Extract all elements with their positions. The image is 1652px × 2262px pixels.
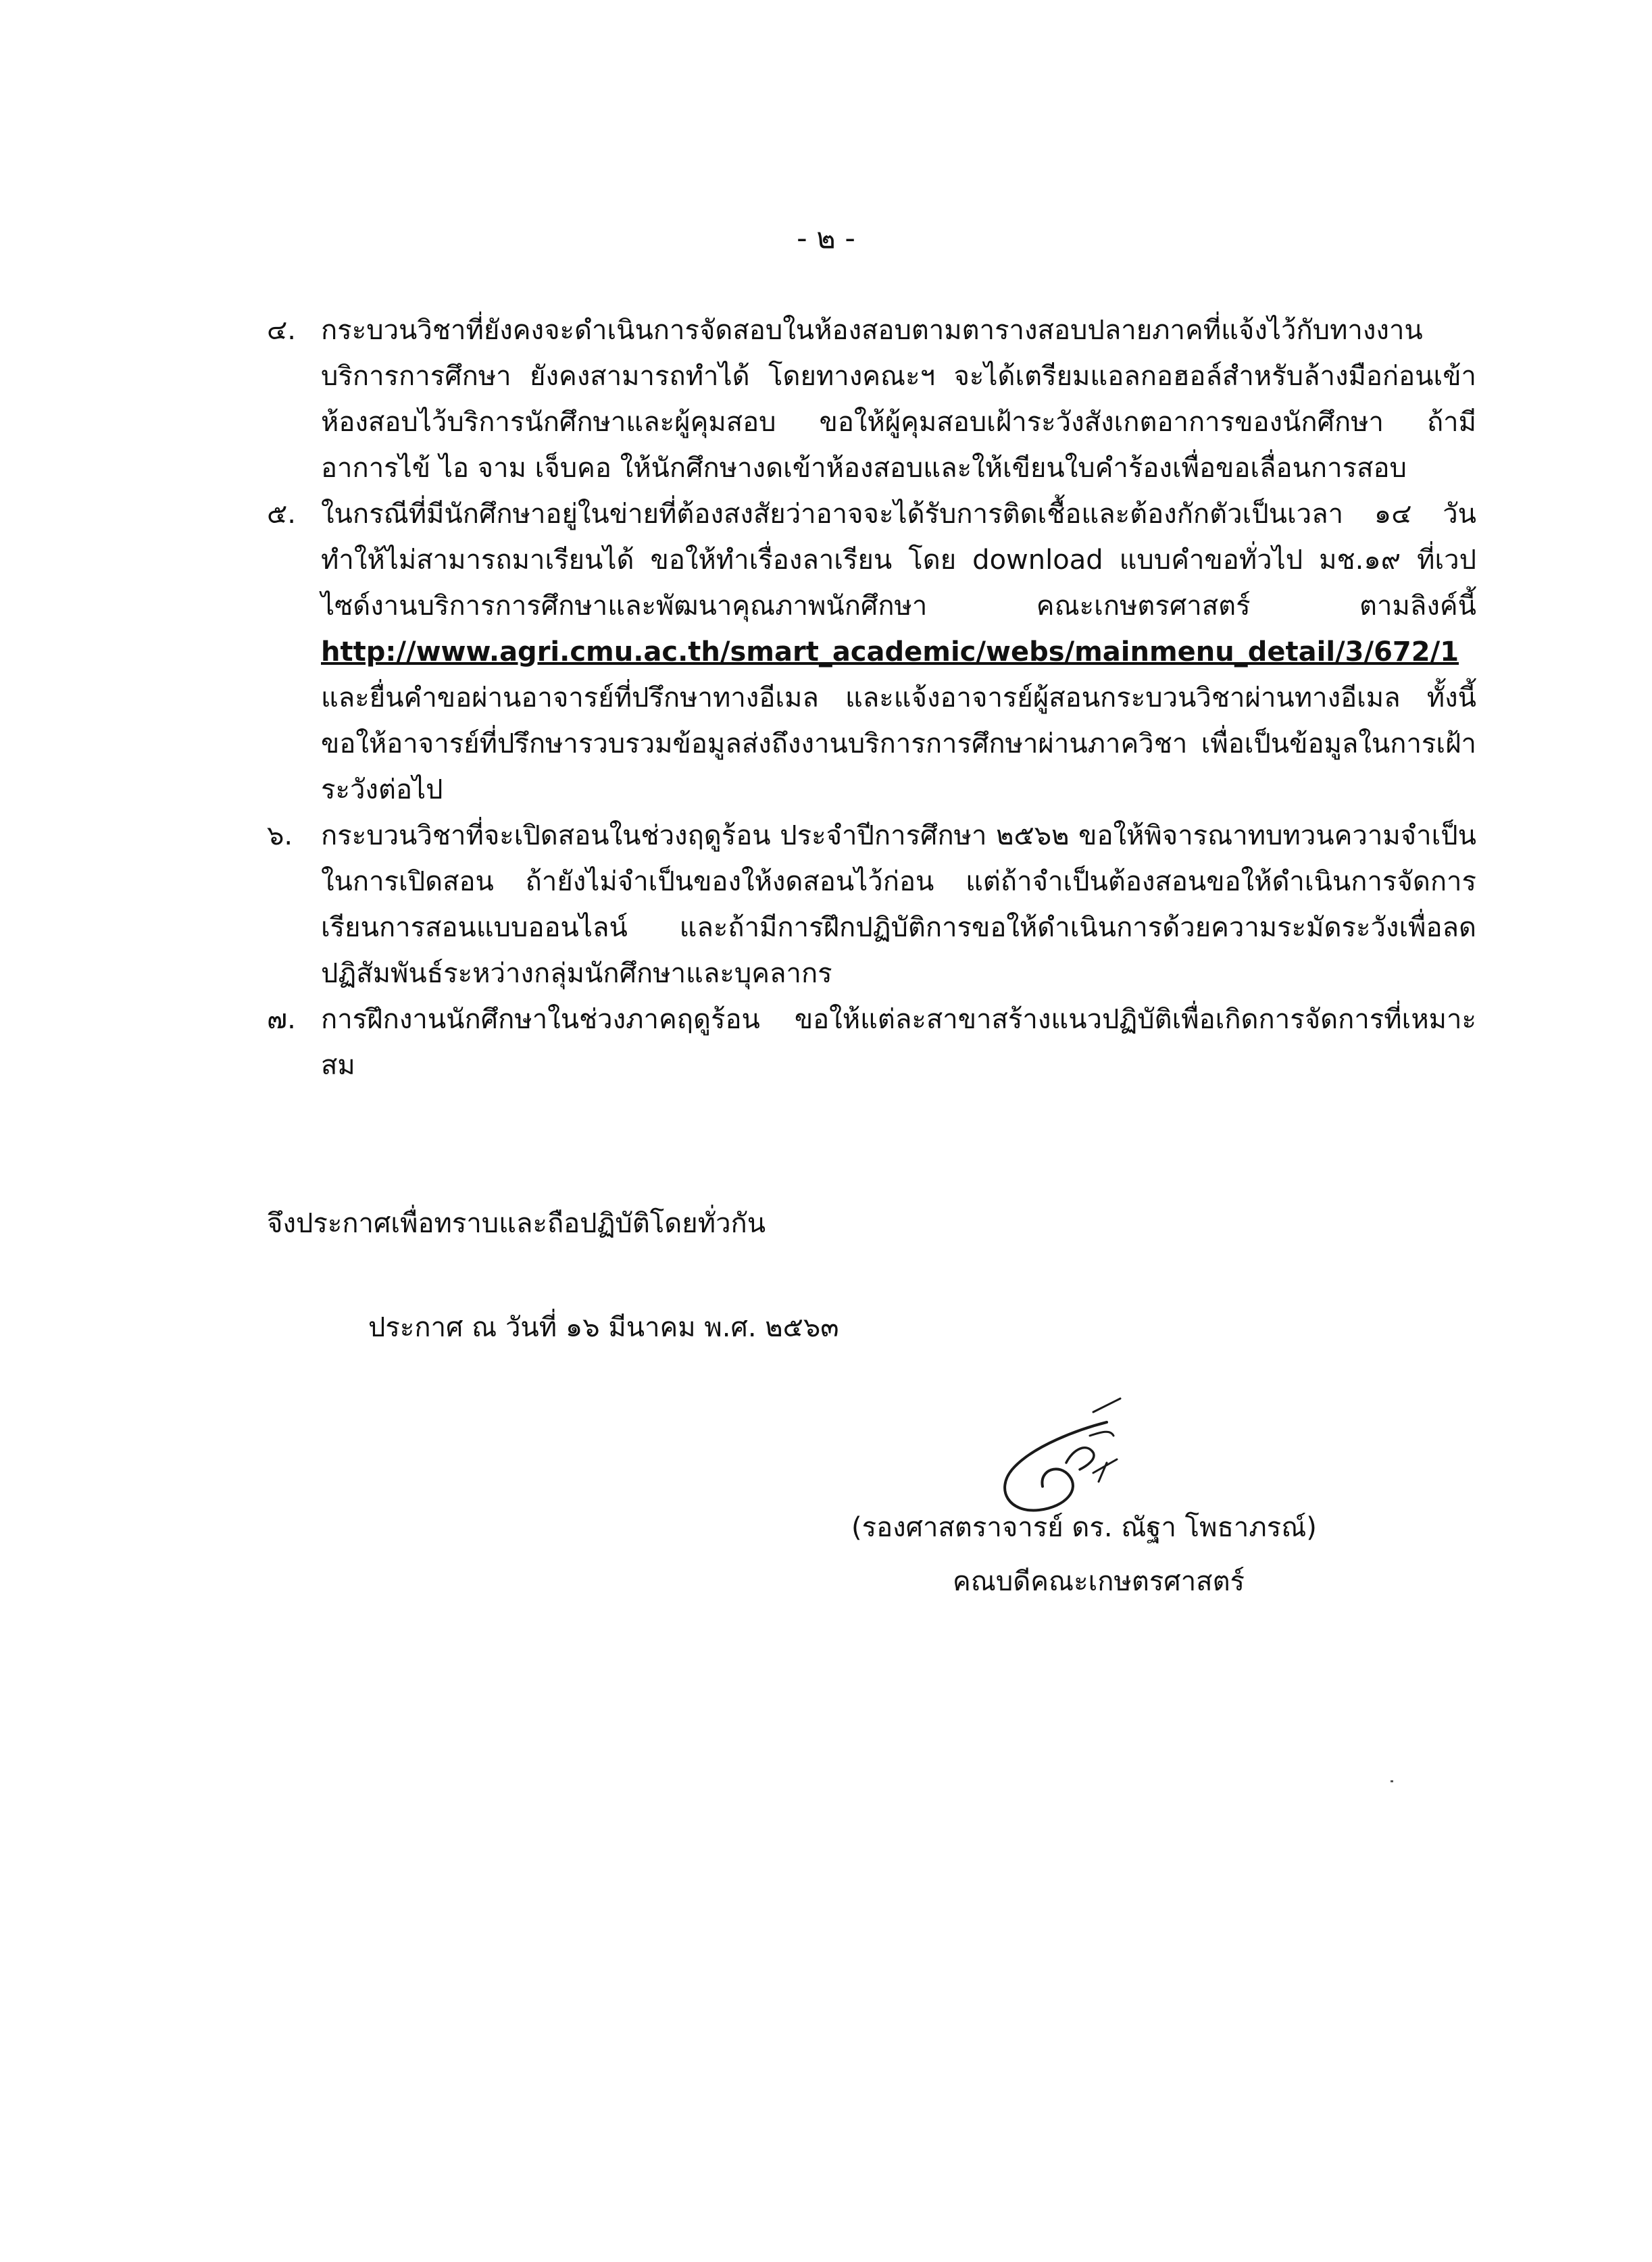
handwritten-signature [992,1395,1154,1524]
page-number: - ๒ - [797,222,855,255]
numbered-list [267,307,1476,1088]
item-text: การฝึกงานนักศึกษาในช่วงภาคฤดูร้อน ขอให้แต่ละสาขาสร้างแนวปฏิบัติเพื่อเกิดการจัดการที่เหมาะสม [321,1004,1476,1081]
item-text-before-link: ในกรณีที่มีนักศึกษาอยู่ในข่ายที่ต้องสงสัยว่าอาจจะได้รับการติดเชื้อและต้องกักตัวเป็นเวลา ๑๔ วัน ทำให้ไม่สามารถมาเรียนได้ ขอให้ทำเรื่องลาเรียน โดย download แบบคำขอทั่วไป มช.๑๙ ที่เวปไซด์งานบริการการศึกษาและพัฒนาคุณภาพนักศึกษา คณะเกษตรศาสตร์ ตามลิงค์นี้ [321,499,1476,622]
announcement-date: ประกาศ ณ วันที่ ๑๖ มีนาคม พ.ศ. ๒๕๖๓ [368,1312,839,1343]
list-item [267,307,1476,491]
closing-statement: จึงประกาศเพื่อทราบและถือปฏิบัติโดยทั่วกัน [267,1208,766,1239]
scan-speck [1391,1780,1393,1782]
list-item [267,997,1476,1088]
item-text: กระบวนวิชาที่จะเปิดสอนในช่วงฤดูร้อน ประจำปีการศึกษา ๒๕๖๒ ขอให้พิจารณาทบทวนความจำเป็นในการเปิดสอน ถ้ายังไม่จำเป็นของให้งดสอนไว้ก่อน แต่ถ้าจำเป็นต้องสอนขอให้ดำเนินการจัดการเรียนการสอนแบบออนไลน์ และถ้ามีการฝึกปฏิบัติการขอให้ดำเนินการด้วยความระมัดระวังเพื่อลดปฏิสัมพันธ์ระหว่างกลุ่มนักศึกษาและบุคลากร [321,820,1476,989]
academic-service-link[interactable]: http://www.agri.cmu.ac.th/smart_academic/webs/mainmenu_detail/3/672/1 [321,636,1459,668]
item-text-after-link: และยื่นคำขอผ่านอาจารย์ที่ปรึกษาทางอีเมล และแจ้งอาจารย์ผู้สอนกระบวนวิชาผ่านทางอีเมล ทั้งนี้ ขอให้อาจารย์ที่ปรึกษารวบรวมข้อมูลส่งถึงงานบริการการศึกษาผ่านภาควิชา เพื่อเป็นข้อมูลในการเฝ้าระวังต่อไป [321,682,1476,805]
list-item [267,813,1476,997]
signer-title: คณบดีคณะเกษตรศาสตร์ [953,1566,1245,1597]
signer-name: (รองศาสตราจารย์ ดร. ณัฐา โพธาภรณ์) [851,1512,1317,1543]
item-number: ๕. [267,499,296,530]
item-number: ๖. [267,820,293,851]
list-item [267,491,1476,813]
item-number: ๗. [267,1004,296,1035]
item-text: กระบวนวิชาที่ยังคงจะดำเนินการจัดสอบในห้องสอบตามตารางสอบปลายภาคที่แจ้งไว้กับทางงานบริการการศึกษา ยังคงสามารถทำได้ โดยทางคณะฯ จะได้เตรียมแอลกอฮอล์สำหรับล้างมือก่อนเข้าห้องสอบไว้บริการนักศึกษาและผู้คุมสอบ ขอให้ผู้คุมสอบเฝ้าระวังสังเกตอาการของนักศึกษา ถ้ามีอาการไข้ ไอ จาม เจ็บคอ ให้นักศึกษางดเข้าห้องสอบและให้เขียนใบคำร้องเพื่อขอเลื่อนการสอบ [321,315,1476,484]
item-number: ๔. [267,315,296,346]
